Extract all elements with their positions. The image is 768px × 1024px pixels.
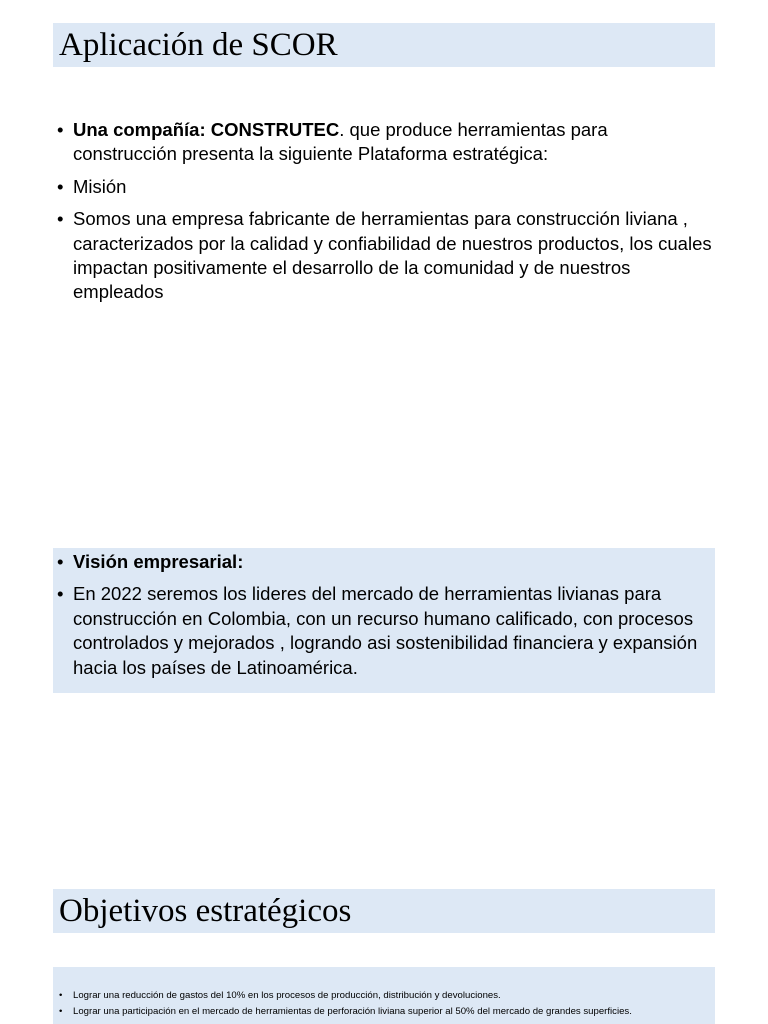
slide1-bullet-mision	[55, 175, 715, 199]
slide1-title-band	[53, 23, 715, 67]
slide2-bullet-list	[55, 550, 715, 680]
objectives-list	[57, 990, 707, 1017]
bullet-dot: •	[59, 990, 63, 1001]
company-description: . que produce herramientas para construcción presenta la siguiente Plataforma estratégica:	[73, 119, 608, 165]
bullet-dot: •	[57, 175, 64, 197]
slide3-title: Objetivos estratégicos	[59, 893, 352, 929]
objective-item	[57, 1006, 707, 1017]
slide1-bullet-mision-text	[55, 207, 715, 305]
slide1-bullet-company	[55, 118, 715, 167]
bullet-dot: •	[57, 551, 64, 572]
vision-label: Visión empresarial:	[73, 551, 244, 572]
slide1-title: Aplicación de SCOR	[59, 27, 338, 63]
bullet-dot: •	[59, 1006, 63, 1017]
slide3-title-band	[53, 889, 715, 933]
slide2-bullet-vision-label	[55, 550, 715, 574]
slide2-bullet-vision-text	[55, 582, 715, 680]
objective-text: Lograr una participación en el mercado de herramientas de perforación liviana superior al 50% del mercado de grandes superficies.	[73, 1006, 632, 1017]
bullet-dot: •	[57, 119, 64, 140]
company-bold-lead: Una compañía: CONSTRUTEC	[73, 119, 340, 140]
mision-text: Somos una empresa fabricante de herramientas para construcción liviana , caracterizados por la calidad y confiabilidad de nuestros productos, los cuales impactan positivamente el desarrollo de la comunidad y de nuestros empleados	[73, 208, 712, 303]
slide1-bullet-list	[55, 118, 715, 305]
mision-label: Misión	[73, 175, 127, 197]
bullet-dot: •	[57, 208, 64, 230]
objective-item	[57, 990, 707, 1001]
objective-text: Lograr una reducción de gastos del 10% en los procesos de producción, distribución y devoluciones.	[73, 990, 501, 1001]
vision-text: En 2022 seremos los lideres del mercado de herramientas livianas para construcción en Colombia, con un recurso humano calificado, con procesos controlados y mejorados , logrando asi sostenibilidad financiera y expansión hacia los países de Latinoamérica.	[73, 583, 698, 678]
bullet-dot: •	[57, 583, 64, 605]
